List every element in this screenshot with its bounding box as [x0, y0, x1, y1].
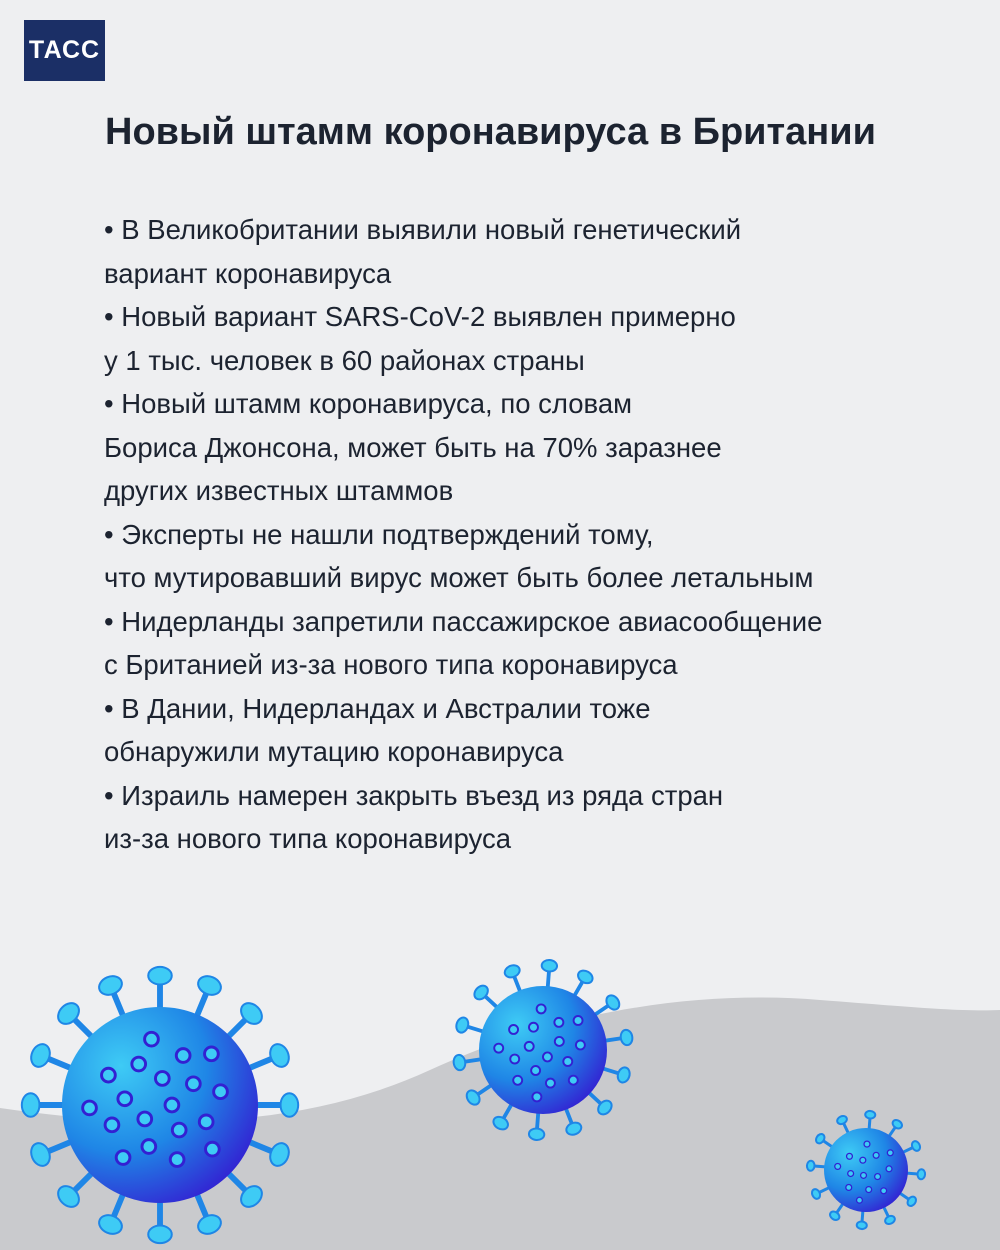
virus-surface-dot: [864, 1141, 870, 1147]
fact-line: других известных штаммов: [104, 475, 454, 506]
fact-line: вариант коронавируса: [104, 257, 392, 289]
fact-line: с Британией из-за нового типа коронавируса: [104, 649, 678, 680]
virus-spike-tip: [810, 1188, 821, 1200]
virus-surface-dot: [887, 1150, 893, 1156]
virus-spike-tip: [865, 1111, 876, 1119]
virus-surface-dot: [886, 1166, 892, 1172]
virus-surface-dot: [857, 1197, 863, 1203]
virus-spike-tip: [856, 1221, 867, 1229]
virus-spike-tip: [884, 1214, 896, 1225]
virus-spike-tip: [910, 1140, 921, 1152]
fact-line: • Эксперты не нашли подтверждений тому,: [104, 518, 654, 550]
fact-line: • В Великобритании выявили новый генетический: [104, 214, 742, 245]
virus-body: [824, 1128, 908, 1212]
fact-line: • Нидерланды запретили пассажирское авиасообщение: [104, 605, 823, 637]
page-title: Новый штамм коронавируса в Британии: [105, 111, 876, 153]
virus-surface-dot: [835, 1163, 841, 1169]
virus-surface-dot: [873, 1152, 879, 1158]
fact-line: что мутировавший вирус может быть более летальным: [104, 562, 814, 593]
virus-surface-dot: [860, 1157, 866, 1163]
fact-line: • Новый вариант SARS-CoV-2 выявлен примерно: [104, 301, 736, 332]
fact-line: • Израиль намерен закрыть въезд из ряда стран: [104, 779, 724, 811]
virus-surface-dot: [866, 1187, 872, 1193]
virus-surface-dot: [846, 1185, 852, 1191]
virus-spike-tip: [807, 1160, 815, 1171]
virus-surface-dot: [847, 1153, 853, 1159]
virus-surface-dot: [848, 1171, 854, 1177]
virus-surface-dot: [861, 1172, 867, 1178]
logo-text: ТАСС: [28, 36, 101, 64]
virus-spike-tip: [836, 1114, 848, 1125]
fact-line: • В Дании, Нидерландах и Австралии тоже: [104, 692, 651, 724]
fact-line: из-за нового типа коронавируса: [104, 823, 512, 854]
virus-surface-dot: [881, 1188, 887, 1194]
virus-spike-tip: [917, 1169, 925, 1180]
virus-surface-dot: [875, 1174, 881, 1180]
fact-line: • Новый штамм коронавируса, по словам: [104, 388, 633, 419]
fact-line: обнаружили мутацию коронавируса: [104, 736, 564, 767]
fact-line: у 1 тыс. человек в 60 районах страны: [104, 344, 585, 376]
fact-line: Бориса Джонсона, может быть на 70% заразнее: [104, 431, 722, 463]
